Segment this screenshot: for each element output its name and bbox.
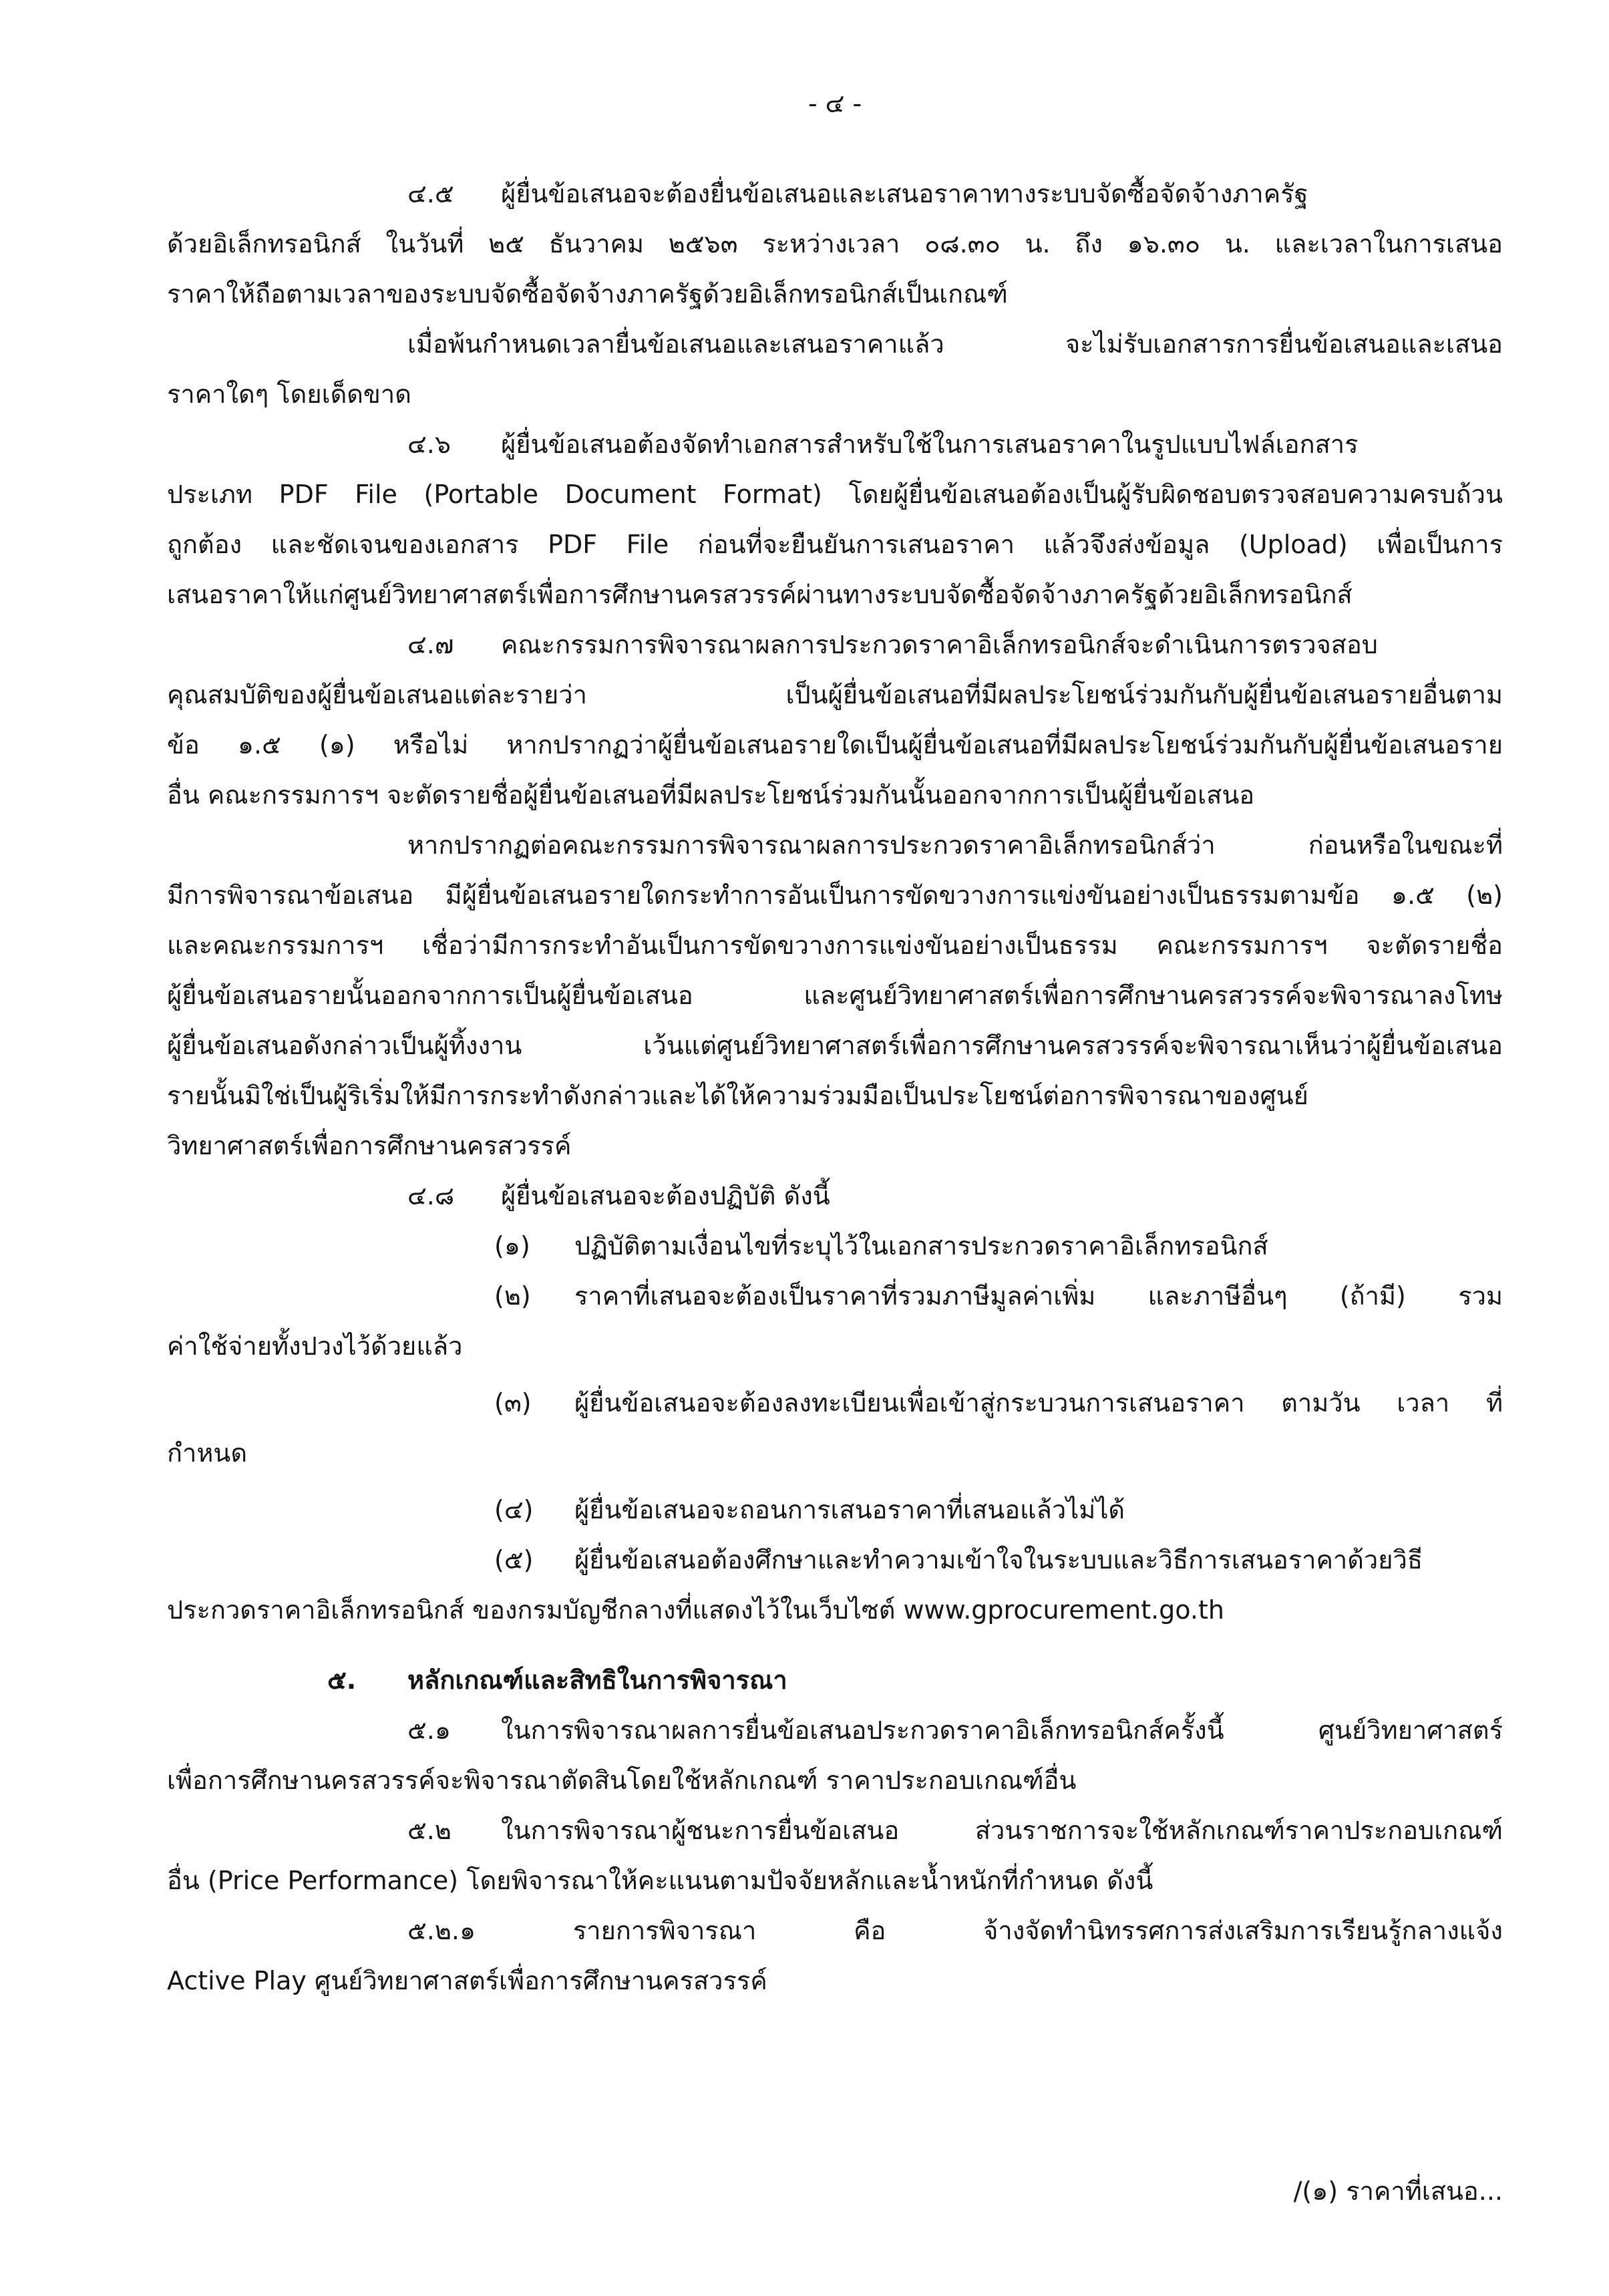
clause-number: ๔.๕ bbox=[407, 179, 454, 208]
paragraph-4-5-line-2: ด้วยอิเล็กทรอนิกส์ ในวันที่ ๒๕ ธันวาคม ๒๕๖๓ ระหว่างเวลา ๐๘.๓๐ น. ถึง ๑๖.๓๐ น. และเวลาในการเสนอ bbox=[167, 229, 1503, 259]
paragraph-5-2-line-2: อื่น (Price Performance) โดยพิจารณาให้คะแนนตามปัจจัยหลักและน้ำหนักที่กำหนด ดังนี้ bbox=[167, 1866, 1153, 1895]
list-item-text: ผู้ยื่นข้อเสนอต้องศึกษาและทำความเข้าใจในระบบและวิธีการเสนอราคาด้วยวิธี bbox=[574, 1545, 1423, 1575]
list-item-2 bbox=[167, 1276, 1503, 1316]
paragraph-4-5-line-3: ราคาให้ถือตามเวลาของระบบจัดซื้อจัดจ้างภาครัฐด้วยอิเล็กทรอนิกส์เป็นเกณฑ์ bbox=[167, 279, 1008, 309]
paragraph-text: ผู้ยื่นข้อเสนอต้องจัดทำเอกสารสำหรับใช้ในการเสนอราคาในรูปแบบไฟล์เอกสาร bbox=[501, 430, 1359, 459]
clause-number: ๔.๖ bbox=[407, 430, 451, 459]
list-item-5 bbox=[167, 1540, 1503, 1580]
clause-number: ๕.๒ bbox=[407, 1816, 452, 1845]
paragraph-text: ผู้ยื่นข้อเสนอจะต้องปฏิบัติ ดังนี้ bbox=[501, 1181, 830, 1210]
paragraph-4-6-line-1 bbox=[167, 424, 1503, 464]
continuation-note: /(๑) ราคาที่เสนอ... bbox=[1293, 2176, 1503, 2206]
paragraph-4-7-line-6: มีการพิจารณาข้อเสนอ มีผู้ยื่นข้อเสนอรายใดกระทำการอันเป็นการขัดขวางการแข่งขันอย่างเป็นธรรมตามข้อ ๑.๕ (๒) bbox=[167, 880, 1503, 910]
section-5-heading bbox=[167, 1660, 1503, 1700]
paragraph-text: ผู้ยื่นข้อเสนอจะต้องยื่นข้อเสนอและเสนอราคาทางระบบจัดซื้อจัดจ้างภาครัฐ bbox=[501, 179, 1308, 208]
list-item-text: ปฏิบัติตามเงื่อนไขที่ระบุไว้ในเอกสารประกวดราคาอิเล็กทรอนิกส์ bbox=[574, 1231, 1268, 1261]
paragraph-5-1-line-1 bbox=[167, 1710, 1503, 1750]
paragraph-text: ในการพิจารณาผลการยื่นข้อเสนอประกวดราคาอิเล็กทรอนิกส์ครั้งนี้ ศูนย์วิทยาศาสตร์ bbox=[501, 1715, 1503, 1745]
paragraph-4-7-line-4: อื่น คณะกรรมการฯ จะตัดรายชื่อผู้ยื่นข้อเสนอที่มีผลประโยชน์ร่วมกันนั้นออกจากการเป็นผู้ยื่นข้อเสนอ bbox=[167, 780, 1255, 810]
paragraph-4-8-line-1 bbox=[167, 1176, 1503, 1216]
paragraph-4-7-line-5: หากปรากฏต่อคณะกรรมการพิจารณาผลการประกวดราคาอิเล็กทรอนิกส์ว่า ก่อนหรือในขณะที่ bbox=[407, 830, 1503, 860]
section-number: ๕. bbox=[327, 1665, 357, 1695]
paragraph-5-1-line-2: เพื่อการศึกษานครสวรรค์จะพิจารณาตัดสินโดยใช้หลักเกณฑ์ ราคาประกอบเกณฑ์อื่น bbox=[167, 1766, 1077, 1795]
list-item-number: (๓) bbox=[494, 1388, 532, 1418]
clause-number: ๕.๑ bbox=[407, 1715, 451, 1745]
paragraph-text: คณะกรรมการพิจารณาผลการประกวดราคาอิเล็กทรอนิกส์จะดำเนินการตรวจสอบ bbox=[501, 630, 1378, 659]
paragraph-4-7-line-2: คุณสมบัติของผู้ยื่นข้อเสนอแต่ละรายว่า เป็นผู้ยื่นข้อเสนอที่มีผลประโยชน์ร่วมกันกับผู้ยื่นข้อเสนอรายอื่นตาม bbox=[167, 680, 1503, 709]
paragraph-5-2-1-line-1: ๕.๒.๑ รายการพิจารณา คือ จ้างจัดทำนิทรรศการส่งเสริมการเรียนรู้กลางแจ้ง bbox=[407, 1916, 1503, 1945]
list-item-5-continuation: ประกวดราคาอิเล็กทรอนิกส์ ของกรมบัญชีกลางที่แสดงไว้ในเว็บไซต์ www.gprocurement.go.th bbox=[167, 1595, 1224, 1625]
paragraph-4-7-line-8: ผู้ยื่นข้อเสนอรายนั้นออกจากการเป็นผู้ยื่นข้อเสนอ และศูนย์วิทยาศาสตร์เพื่อการศึกษานครสวรรค์จะพิจารณาลงโทษ bbox=[167, 981, 1503, 1010]
paragraph-5-2-line-1 bbox=[167, 1810, 1503, 1850]
clause-number: ๔.๗ bbox=[407, 630, 454, 659]
list-item-1 bbox=[167, 1226, 1503, 1266]
paragraph-4-6-line-3: ถูกต้อง และชัดเจนของเอกสาร PDF File ก่อนที่จะยืนยันการเสนอราคา แล้วจึงส่งข้อมูล (Upload) เพื่อเป็นการ bbox=[167, 530, 1503, 559]
paragraph-4-7-line-10: รายนั้นมิใช่เป็นผู้ริเริ่มให้มีการกระทำดังกล่าวและได้ให้ความร่วมมือเป็นประโยชน์ต่อการพิจารณาของศูนย์ bbox=[167, 1081, 1308, 1110]
paragraph-4-5-line-4: เมื่อพ้นกำหนดเวลายื่นข้อเสนอและเสนอราคาแล้ว จะไม่รับเอกสารการยื่นข้อเสนอและเสนอ bbox=[407, 329, 1503, 359]
paragraph-4-6-line-2: ประเภท PDF File (Portable Document Format) โดยผู้ยื่นข้อเสนอต้องเป็นผู้รับผิดชอบตรวจสอบความครบถ้วน bbox=[167, 480, 1503, 509]
page-number: - ๔ - bbox=[808, 89, 862, 118]
list-item-text: ผู้ยื่นข้อเสนอจะถอนการเสนอราคาที่เสนอแล้วไม่ได้ bbox=[574, 1495, 1125, 1524]
list-item-4 bbox=[167, 1490, 1503, 1530]
section-title: หลักเกณฑ์และสิทธิในการพิจารณา bbox=[407, 1665, 787, 1695]
paragraph-4-7-line-9: ผู้ยื่นข้อเสนอดังกล่าวเป็นผู้ทิ้งงาน เว้นแต่ศูนย์วิทยาศาสตร์เพื่อการศึกษานครสวรรค์จะพิจารณาเห็นว่าผู้ยื่นข้อเสนอ bbox=[167, 1031, 1503, 1060]
list-item-number: (๕) bbox=[494, 1545, 534, 1575]
paragraph-4-5-line-1 bbox=[167, 174, 1503, 214]
list-item-text: ผู้ยื่นข้อเสนอจะต้องลงทะเบียนเพื่อเข้าสู่กระบวนการเสนอราคา ตามวัน เวลา ที่ bbox=[574, 1388, 1503, 1418]
list-item-3-continuation: กำหนด bbox=[167, 1438, 248, 1468]
list-item-3 bbox=[167, 1383, 1503, 1423]
list-item-text: ราคาที่เสนอจะต้องเป็นราคาที่รวมภาษีมูลค่าเพิ่ม และภาษีอื่นๆ (ถ้ามี) รวม bbox=[574, 1281, 1503, 1311]
paragraph-4-5-line-5: ราคาใดๆ โดยเด็ดขาด bbox=[167, 379, 411, 409]
list-item-number: (๒) bbox=[494, 1281, 531, 1311]
list-item-number: (๔) bbox=[494, 1495, 534, 1524]
paragraph-4-7-line-7: และคณะกรรมการฯ เชื่อว่ามีการกระทำอันเป็นการขัดขวางการแข่งขันอย่างเป็นธรรม คณะกรรมการฯ จะตัดรายชื่อ bbox=[167, 931, 1503, 960]
list-item-2-continuation: ค่าใช้จ่ายทั้งปวงไว้ด้วยแล้ว bbox=[167, 1331, 463, 1361]
paragraph-4-7-line-3: ข้อ ๑.๕ (๑) หรือไม่ หากปรากฏว่าผู้ยื่นข้อเสนอรายใดเป็นผู้ยื่นข้อเสนอที่มีผลประโยชน์ร่วมกันกับผู้ยื่นข้อเสนอราย bbox=[167, 730, 1503, 760]
clause-number: ๔.๘ bbox=[407, 1181, 455, 1210]
paragraph-4-7-line-1 bbox=[167, 625, 1503, 665]
paragraph-4-7-line-11: วิทยาศาสตร์เพื่อการศึกษานครสวรรค์ bbox=[167, 1131, 572, 1160]
list-item-number: (๑) bbox=[494, 1231, 530, 1261]
paragraph-4-6-line-4: เสนอราคาให้แก่ศูนย์วิทยาศาสตร์เพื่อการศึกษานครสวรรค์ผ่านทางระบบจัดซื้อจัดจ้างภาครัฐด้วยอิเล็กทรอนิกส์ bbox=[167, 580, 1353, 609]
paragraph-5-2-1-line-2: Active Play ศูนย์วิทยาศาสตร์เพื่อการศึกษานครสวรรค์ bbox=[167, 1966, 767, 1995]
paragraph-text: ในการพิจารณาผู้ชนะการยื่นข้อเสนอ ส่วนราชการจะใช้หลักเกณฑ์ราคาประกอบเกณฑ์ bbox=[501, 1816, 1503, 1845]
